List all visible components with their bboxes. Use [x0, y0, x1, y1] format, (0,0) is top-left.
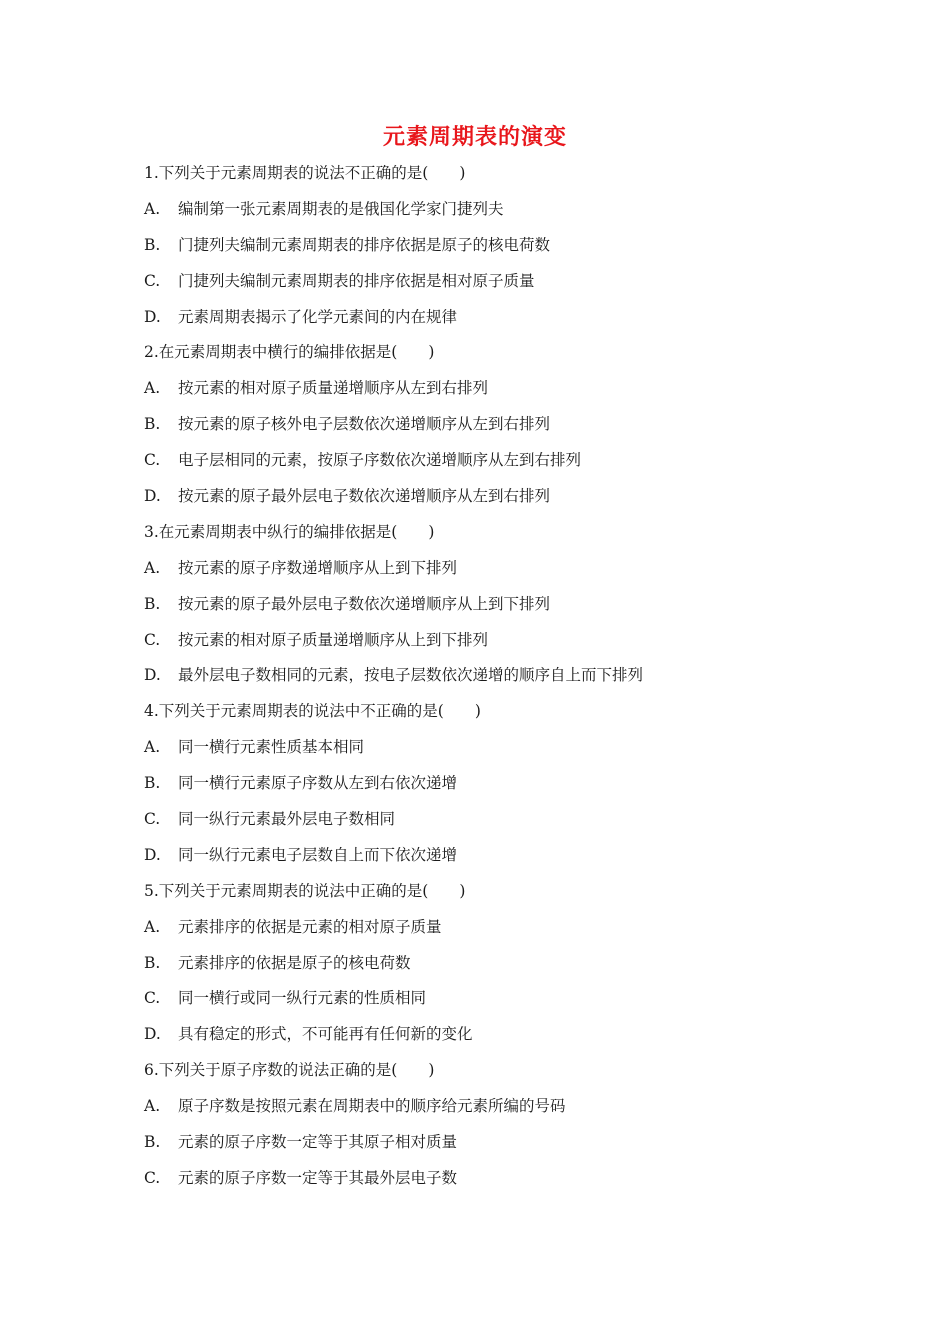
- option-letter: B.: [144, 415, 161, 434]
- option-text: 同一纵行元素最外层电子数相同: [178, 810, 396, 829]
- option-letter: A.: [144, 379, 161, 398]
- option-text: 同一横行元素原子序数从左到右依次递增: [178, 774, 458, 793]
- option-item: [144, 949, 824, 985]
- question-stem: 3.在元素周期表中纵行的编排依据是( ): [144, 522, 435, 541]
- option-text: 门捷列夫编制元素周期表的排序依据是相对原子质量: [178, 271, 535, 290]
- option-text: 按元素的原子最外层电子数依次递增顺序从左到右排列: [178, 487, 551, 506]
- option-item: [144, 984, 824, 1020]
- option-item: [144, 769, 824, 805]
- option-letter: C.: [144, 1168, 161, 1187]
- option-letter: C.: [144, 989, 161, 1008]
- option-text: 元素周期表揭示了化学元素间的内在规律: [178, 307, 458, 326]
- option-text: 编制第一张元素周期表的是俄国化学家门捷列夫: [178, 199, 504, 218]
- option-text: 门捷列夫编制元素周期表的排序依据是原子的核电荷数: [178, 235, 551, 254]
- option-item: [144, 303, 824, 339]
- option-letter: B.: [144, 235, 161, 254]
- option-text: 原子序数是按照元素在周期表中的顺序给元素所编的号码: [178, 1097, 566, 1116]
- option-letter: B.: [144, 594, 161, 613]
- option-text: 电子层相同的元素，按原子序数依次递增顺序从左到右排列: [178, 451, 582, 470]
- option-item: [144, 195, 824, 231]
- option-item: [144, 805, 824, 841]
- option-item: [144, 374, 824, 410]
- option-letter: B.: [144, 1133, 161, 1152]
- option-text: 按元素的原子最外层电子数依次递增顺序从上到下排列: [178, 594, 551, 613]
- option-letter: C.: [144, 271, 161, 290]
- option-text: 同一横行元素性质基本相同: [178, 738, 365, 757]
- option-letter: B.: [144, 953, 161, 972]
- option-item: [144, 1092, 824, 1128]
- option-text: 按元素的相对原子质量递增顺序从上到下排列: [178, 630, 489, 649]
- option-item: [144, 446, 824, 482]
- option-item: [144, 554, 824, 590]
- option-letter: A.: [144, 199, 161, 218]
- option-item: [144, 231, 824, 267]
- option-item: [144, 267, 824, 303]
- option-letter: C.: [144, 451, 161, 470]
- question-stem: 2.在元素周期表中横行的编排依据是( ): [144, 343, 435, 362]
- option-letter: A.: [144, 558, 161, 577]
- option-text: 元素的原子序数一定等于其原子相对质量: [178, 1133, 458, 1152]
- option-text: 同一纵行元素电子层数自上而下依次递增: [178, 845, 458, 864]
- option-letter: D.: [144, 1025, 161, 1044]
- option-text: 按元素的相对原子质量递增顺序从左到右排列: [178, 379, 489, 398]
- option-letter: A.: [144, 917, 161, 936]
- option-letter: A.: [144, 1097, 161, 1116]
- option-item: [144, 1020, 824, 1056]
- option-text: 具有稳定的形式，不可能再有任何新的变化: [178, 1025, 473, 1044]
- option-item: [144, 482, 824, 518]
- option-item: [144, 1128, 824, 1164]
- option-letter: C.: [144, 810, 161, 829]
- option-item: [144, 913, 824, 949]
- option-text: 按元素的原子核外电子层数依次递增顺序从左到右排列: [178, 415, 551, 434]
- option-letter: D.: [144, 307, 161, 326]
- question-stem: 6.下列关于原子序数的说法正确的是( ): [144, 1061, 435, 1080]
- option-letter: C.: [144, 630, 161, 649]
- option-letter: B.: [144, 774, 161, 793]
- option-text: 元素的原子序数一定等于其最外层电子数: [178, 1168, 458, 1187]
- option-item: [144, 733, 824, 769]
- option-letter: A.: [144, 738, 161, 757]
- option-item: [144, 590, 824, 626]
- option-text: 元素排序的依据是原子的核电荷数: [178, 953, 411, 972]
- option-text: 按元素的原子序数递增顺序从上到下排列: [178, 558, 458, 577]
- option-text: 最外层电子数相同的元素，按电子层数依次递增的顺序自上而下排列: [178, 666, 644, 685]
- option-item: [144, 1164, 824, 1200]
- question-stem: 5.下列关于元素周期表的说法中正确的是( ): [144, 881, 466, 900]
- option-item: [144, 841, 824, 877]
- option-letter: D.: [144, 845, 161, 864]
- option-item: [144, 626, 824, 662]
- question-stem: 1.下列关于元素周期表的说法不正确的是( ): [144, 164, 466, 182]
- option-letter: D.: [144, 666, 161, 685]
- option-item: [144, 661, 824, 697]
- option-text: 元素排序的依据是元素的相对原子质量: [178, 917, 442, 936]
- question-stem: 4.下列关于元素周期表的说法中不正确的是( ): [144, 702, 481, 721]
- option-text: 同一横行或同一纵行元素的性质相同: [178, 989, 427, 1008]
- option-item: [144, 410, 824, 446]
- question-list: [144, 159, 824, 1200]
- page-title: 元素周期表的演变: [382, 125, 567, 150]
- option-letter: D.: [144, 487, 161, 506]
